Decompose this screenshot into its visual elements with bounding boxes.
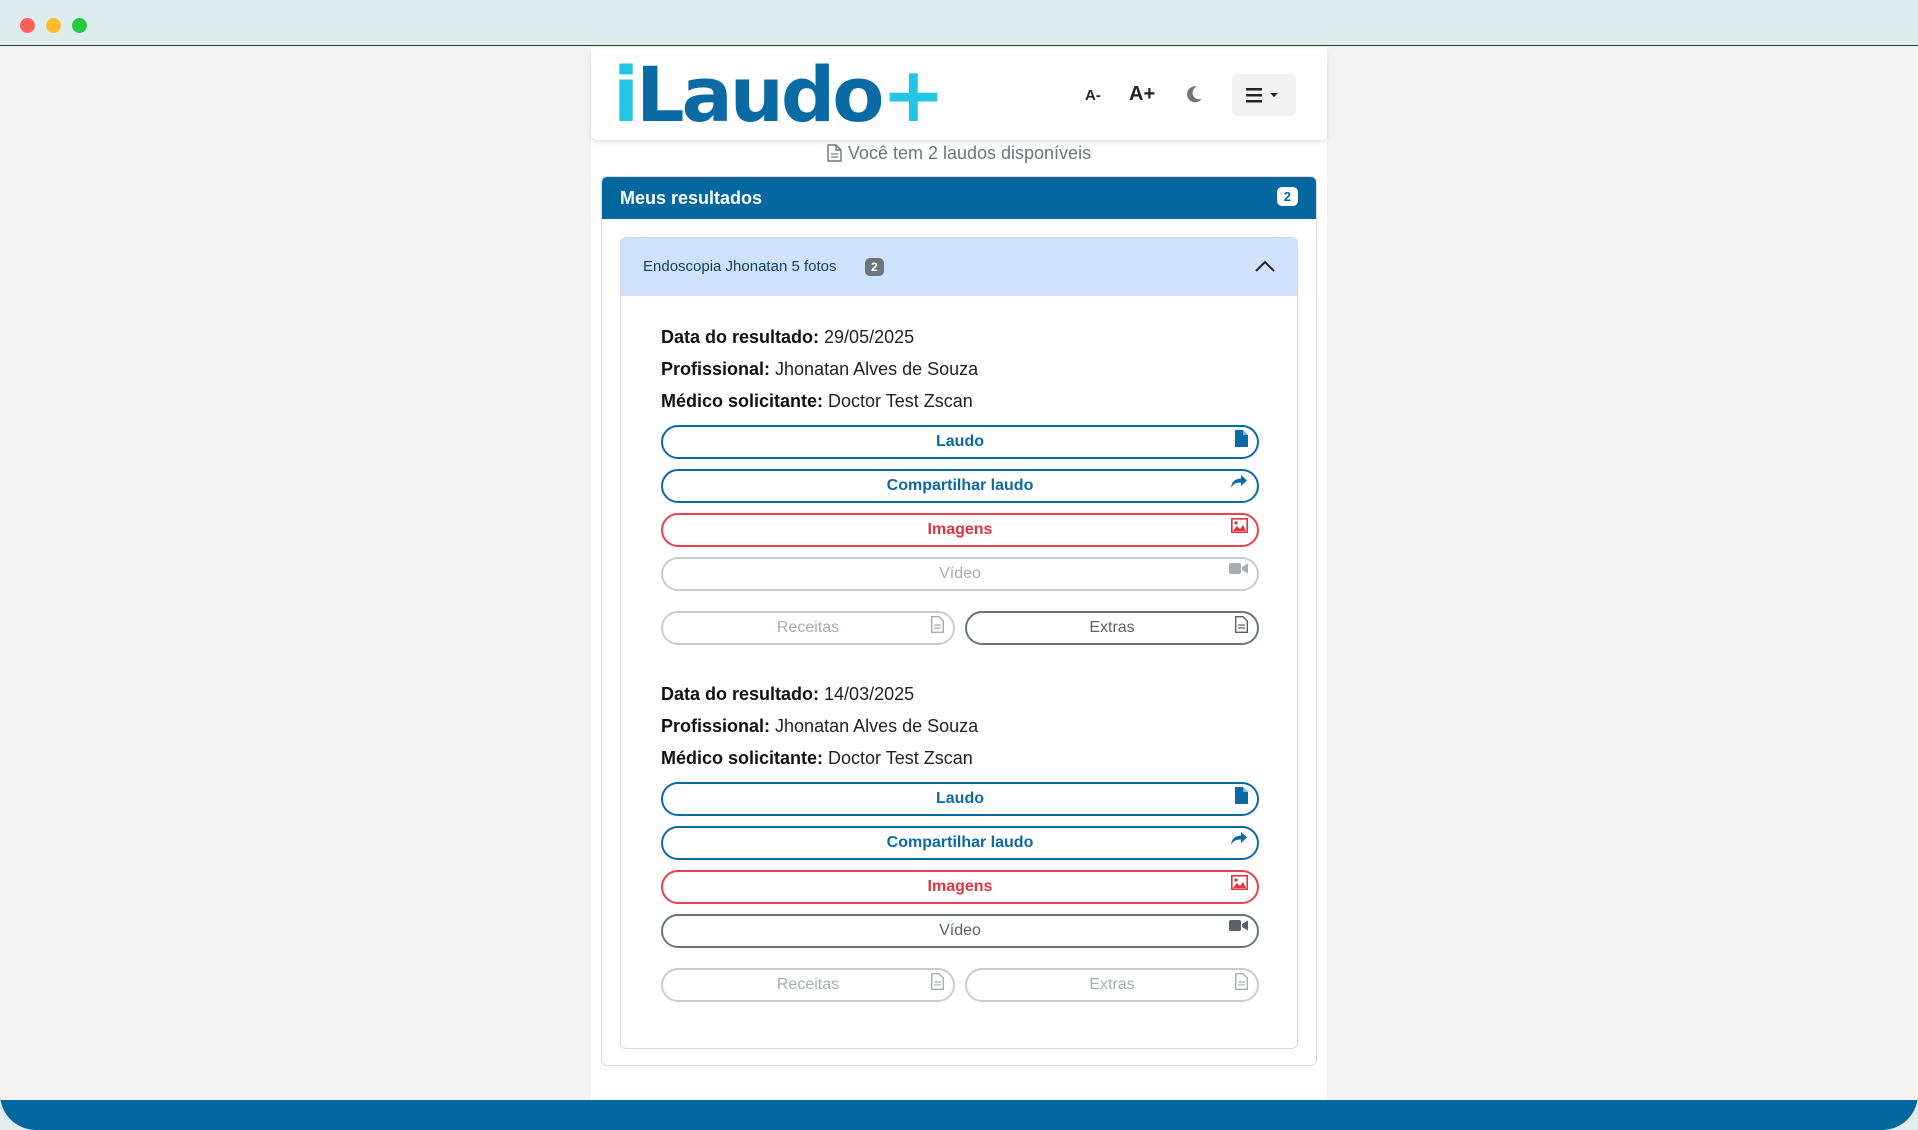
window-maximize-dot[interactable] [72,18,87,33]
image-icon [1231,518,1248,533]
moon-icon [1184,84,1204,104]
logo-i: i [613,50,637,139]
font-decrease-button[interactable]: A- [1085,87,1101,104]
result-item [661,321,1259,636]
footer-bar [0,1100,1918,1130]
extras-button[interactable]: Extras [965,968,1259,1002]
file-icon [1235,430,1248,447]
main-container [591,47,1327,1100]
receitas-button[interactable]: Receitas [661,968,955,1002]
app-logo[interactable] [613,50,942,140]
results-card-header [602,177,1316,219]
result-date: Data do resultado: 29/05/2025 [661,327,915,347]
file-icon [827,144,842,162]
exam-accordion-header[interactable] [621,238,1297,296]
share-icon [1230,474,1248,490]
available-reports-label: Você tem 2 laudos disponíveis [847,143,1092,163]
results-card-title: Meus resultados [620,188,763,208]
receitas-button[interactable]: Receitas [661,611,955,645]
file-icon [931,973,944,990]
hamburger-icon [1246,87,1282,103]
file-icon [931,616,944,633]
window-minimize-dot[interactable] [46,18,61,33]
available-reports-text [591,143,1327,164]
app-header [591,50,1327,140]
laudo-button[interactable]: Laudo [661,425,1259,459]
results-card [601,176,1317,1066]
laudo-button[interactable]: Laudo [661,782,1259,816]
result-professional: Profissional: Jhonatan Alves de Souza [661,359,979,379]
result-date: Data do resultado: 14/03/2025 [661,684,915,704]
file-icon [1235,973,1248,990]
chevron-up-icon [1255,260,1275,272]
results-count-badge: 2 [1277,187,1298,206]
video-camera-icon [1229,562,1248,575]
exam-count-badge: 2 [865,258,884,276]
dark-mode-button[interactable] [1183,84,1205,106]
logo-plus: + [881,50,943,139]
images-button[interactable]: Imagens [661,870,1259,904]
exam-title: Endoscopia Jhonatan 5 fotos [643,258,837,275]
result-item [661,678,1259,993]
file-icon [1235,787,1248,804]
menu-toggle-button[interactable] [1232,74,1296,116]
video-button[interactable]: Vídeo [661,914,1259,948]
images-button[interactable]: Imagens [661,513,1259,547]
browser-chrome [0,0,1918,46]
share-laudo-button[interactable]: Compartilhar laudo [661,469,1259,503]
font-increase-button[interactable]: A+ [1129,83,1156,105]
video-button[interactable]: Vídeo [661,557,1259,591]
image-icon [1231,875,1248,890]
share-icon [1230,831,1248,847]
video-camera-icon [1229,919,1248,932]
exam-accordion [620,237,1298,1049]
share-laudo-button[interactable]: Compartilhar laudo [661,826,1259,860]
file-icon [1235,616,1248,633]
window-close-dot[interactable] [20,18,35,33]
logo-laudo: Laudo [636,50,882,139]
result-doctor: Médico solicitante: Doctor Test Zscan [661,748,973,768]
page-viewport [0,47,1918,1130]
result-professional: Profissional: Jhonatan Alves de Souza [661,716,979,736]
extras-button[interactable]: Extras [965,611,1259,645]
result-doctor: Médico solicitante: Doctor Test Zscan [661,391,973,411]
